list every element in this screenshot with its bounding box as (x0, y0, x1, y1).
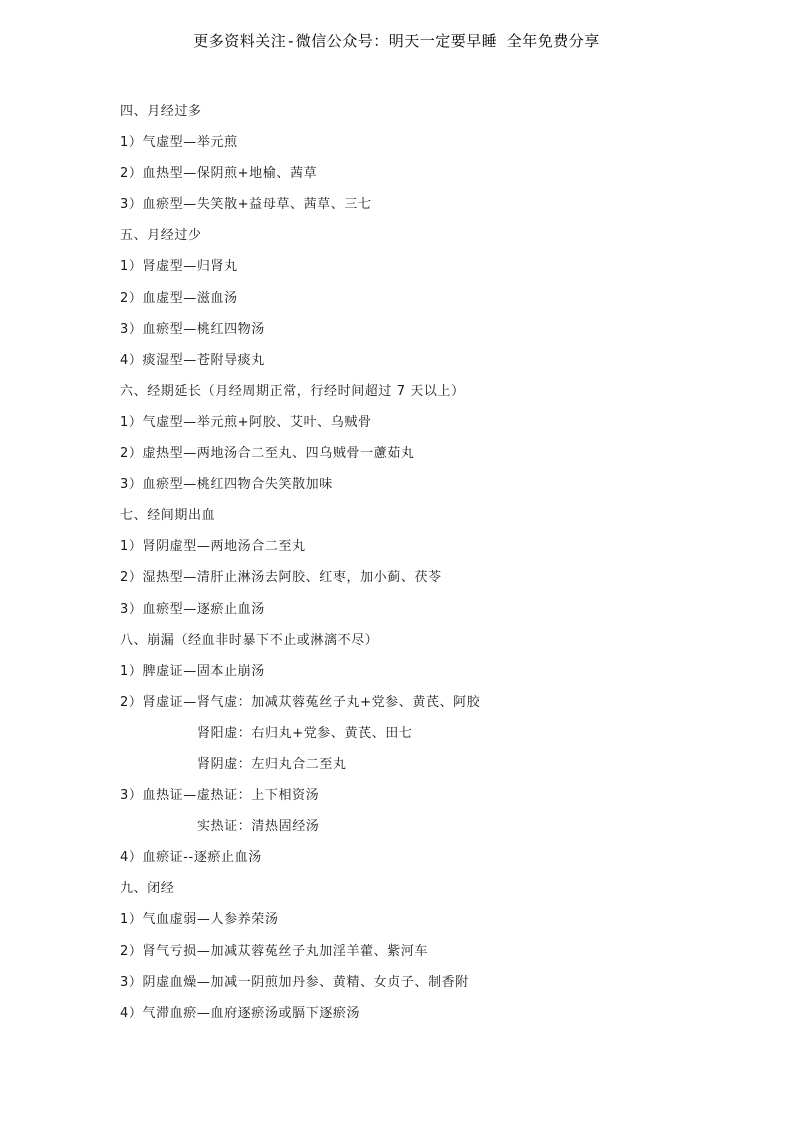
list-item: 1）脾虚证—固本止崩汤 (120, 663, 265, 679)
list-item: 2）肾气亏损—加减苁蓉菟丝子丸加淫羊藿、紫河车 (120, 943, 429, 959)
list-item: 1）气血虚弱—人参养荣汤 (120, 912, 279, 928)
list-item: 3）血瘀型—桃红四物汤 (120, 321, 265, 337)
list-item: 3）血瘀型—桃红四物合失笑散加味 (120, 477, 333, 493)
list-subitem: 肾阴虚：左归丸合二至丸 (197, 756, 347, 772)
list-item: 3）血瘀型—失笑散+益母草、茜草、三七 (120, 197, 372, 213)
section-heading: 四、月经过多 (120, 104, 202, 119)
section-heading: 五、月经过少 (120, 228, 202, 244)
list-item: 4）血瘀证--逐瘀止血汤 (120, 850, 262, 866)
list-item: 3）血热证—虚热证：上下相资汤 (120, 788, 320, 804)
list-item: 4）痰湿型—苍附导痰丸 (120, 352, 265, 368)
list-item: 4）气滞血瘀—血府逐瘀汤或膈下逐瘀汤 (120, 1005, 361, 1021)
list-subitem: 肾阳虚：右归丸+党参、黄芪、田七 (197, 725, 413, 741)
list-item: 2）血热型—保阴煎+地榆、茜草 (120, 166, 318, 182)
list-item: 1）气虚型—举元煎+阿胶、艾叶、乌贼骨 (120, 414, 372, 430)
list-item: 1）肾虚型—归肾丸 (120, 259, 238, 275)
page-header: 更多资料关注-微信公众号：明天一定要早睡 全年免费分享 (193, 32, 600, 50)
list-item: 2）血虚型—滋血汤 (120, 290, 238, 306)
section-heading: 九、闭经 (120, 881, 175, 897)
list-subitem: 实热证：清热固经汤 (197, 819, 320, 835)
list-item: 2）虚热型—两地汤合二至丸、四乌贼骨一藘茹丸 (120, 446, 415, 462)
list-item: 3）阴虚血燥—加减一阴煎加丹参、黄精、女贞子、制香附 (120, 974, 469, 990)
section-heading: 六、经期延长（月经周期正常，行经时间超过 7 天以上） (120, 383, 465, 399)
list-item: 2）肾虚证—肾气虚：加减苁蓉菟丝子丸+党参、黄芪、阿胶 (120, 694, 481, 710)
section-heading: 七、经间期出血 (120, 508, 216, 524)
list-item: 1）肾阴虚型—两地汤合二至丸 (120, 539, 306, 555)
list-item: 2）湿热型—清肝止淋汤去阿胶、红枣，加小蓟、茯苓 (120, 570, 442, 586)
list-item: 3）血瘀型—逐瘀止血汤 (120, 601, 265, 617)
document-body (120, 100, 720, 1033)
list-item: 1）气虚型—举元煎 (120, 135, 238, 151)
section-heading: 八、崩漏（经血非时暴下不止或淋漓不尽） (120, 632, 379, 648)
